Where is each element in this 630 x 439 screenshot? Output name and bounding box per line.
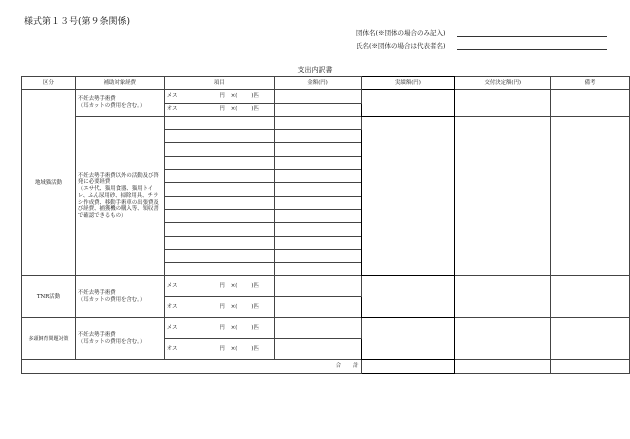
amount-cell[interactable] [274,263,361,276]
item-male: メス 円 ×( )匹 [164,276,274,297]
table-title: 支出内訳書 [297,66,333,74]
decided-cell[interactable] [455,90,551,117]
amount-cell[interactable] [274,276,361,297]
category-hoarding: 多頭飼育問題対策 [22,318,76,360]
total-row [22,360,630,373]
header-category: 区分 [22,77,76,90]
amount-cell[interactable] [274,223,361,236]
remarks-cell[interactable] [551,318,630,360]
item-cell[interactable] [164,130,274,143]
amount-cell[interactable] [274,156,361,169]
table-row [22,116,630,129]
remarks-cell[interactable] [551,90,630,117]
item-cell[interactable] [164,196,274,209]
actual-cell[interactable] [361,90,455,117]
category-tnr: TNR活動 [22,276,76,318]
form-title: 様式第１３号(第９条関係) [24,17,131,27]
amount-cell[interactable] [274,130,361,143]
decided-cell[interactable] [455,318,551,360]
item-cell[interactable] [164,249,274,262]
item-female: オス 円 ×( )匹 [164,103,274,116]
item-cell[interactable] [164,156,274,169]
amount-cell[interactable] [274,196,361,209]
actual-total-cell[interactable] [361,360,455,373]
remarks-total-cell[interactable] [551,360,630,373]
item-male: メス 円 ×( )匹 [164,318,274,339]
amount-cell[interactable] [274,90,361,103]
group-name-field[interactable] [457,36,607,37]
item-female: オス 円 ×( )匹 [164,297,274,318]
decided-total-cell[interactable] [455,360,551,373]
decided-cell[interactable] [455,276,551,318]
table-row [22,276,630,297]
table-header-row [22,77,630,90]
item-cell[interactable] [164,223,274,236]
header-decided: 交付決定額(円) [455,77,551,90]
item-cell[interactable] [164,209,274,222]
amount-cell[interactable] [274,297,361,318]
table-row [22,318,630,339]
header-remarks: 備考 [551,77,630,90]
header-subsidy: 補助対象経費 [75,77,164,90]
amount-cell[interactable] [274,183,361,196]
amount-cell[interactable] [274,116,361,129]
item-male: メス 円 ×( )匹 [164,90,274,103]
amount-cell[interactable] [274,209,361,222]
amount-cell[interactable] [274,339,361,360]
amount-cell[interactable] [274,103,361,116]
item-cell[interactable] [164,143,274,156]
category-regional: 地域猫活動 [22,90,76,276]
item-female: オス 円 ×( )匹 [164,339,274,360]
group-name-label: 団体名(※団体の場合のみ記入) [356,29,446,37]
expense-surgery: 不妊去勢手術費 （耳カットの費用を含む。） [75,276,164,318]
expense-surgery: 不妊去勢手術費 （耳カットの費用を含む。） [75,318,164,360]
actual-cell[interactable] [361,276,455,318]
item-cell[interactable] [164,170,274,183]
table-row [22,90,630,103]
remarks-cell[interactable] [551,276,630,318]
amount-cell[interactable] [274,249,361,262]
remarks-cell[interactable] [551,116,630,276]
representative-name-field[interactable] [457,49,607,50]
decided-cell[interactable] [455,116,551,276]
amount-cell[interactable] [274,170,361,183]
representative-name-label: 氏名(※団体の場合は代表者名) [356,42,446,50]
expense-surgery: 不妊去勢手術費 （耳カットの費用を含む。） [75,90,164,117]
item-cell[interactable] [164,116,274,129]
header-amount: 金額(円) [274,77,361,90]
header-actual: 実績額(円) [361,77,455,90]
actual-cell[interactable] [361,318,455,360]
amount-cell[interactable] [274,318,361,339]
amount-cell[interactable] [274,143,361,156]
header-item: 項目 [164,77,274,90]
item-cell[interactable] [164,236,274,249]
expense-other: 不妊去勢手術費以外の活動及び啓発に必要経費 （エサ代、猫用食器、猫用トイレ、ふん尿用砂、掃除用具、チラシ作成費、移動手術車の出張費及び経費、捕獲機の購入等、領収書で確認できるもの） [75,116,164,276]
actual-cell[interactable] [361,116,455,276]
total-label: 合 計 [22,360,362,373]
item-cell[interactable] [164,183,274,196]
item-cell[interactable] [164,263,274,276]
expense-table [21,76,630,374]
amount-cell[interactable] [274,236,361,249]
